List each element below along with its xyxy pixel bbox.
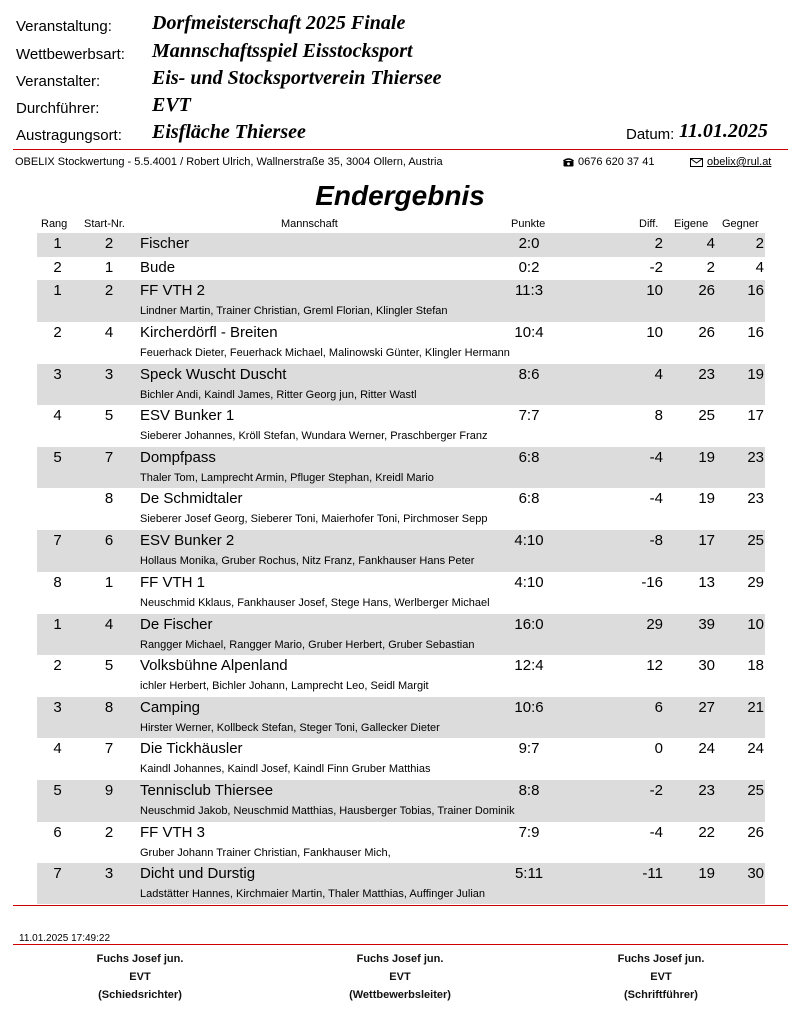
start-number-cell: 5 [104, 657, 114, 674]
table-row [37, 697, 765, 738]
own-score-cell: 23 [698, 366, 715, 383]
team-members: Gruber Johann Trainer Christian, Fankhauser Mich, [140, 847, 391, 859]
table-row [37, 405, 765, 447]
datum-label: Datum: [626, 126, 675, 143]
field-label: Wettbewerbsart: [16, 46, 125, 63]
points-cell: 4:10 [514, 532, 544, 549]
signature-org: EVT [389, 971, 411, 983]
start-number-cell: 9 [104, 782, 114, 799]
difference-cell: -4 [649, 490, 663, 507]
opponent-score-cell: 25 [747, 782, 764, 799]
page-title: Endergebnis [315, 180, 485, 211]
table-row [37, 364, 765, 405]
start-number-cell: 8 [104, 490, 114, 507]
difference-cell: 10 [646, 324, 663, 341]
team-name-cell: De Fischer [140, 616, 213, 633]
rank-cell: 7 [53, 532, 62, 549]
difference-cell: -16 [641, 574, 663, 591]
table-row [37, 280, 765, 322]
team-members: Hirster Werner, Kollbeck Stefan, Steger Toni, Gallecker Dieter [140, 722, 440, 734]
table-row [37, 257, 765, 280]
print-timestamp: 11.01.2025 17:49:22 [19, 933, 111, 944]
phone-number: 0676 620 37 41 [578, 156, 655, 168]
team-name-cell: ESV Bunker 2 [140, 532, 235, 549]
rank-cell: 8 [53, 574, 62, 591]
start-number-cell: 7 [104, 449, 114, 466]
rank-cell: 1 [53, 235, 62, 252]
field-label: Veranstalter: [16, 73, 101, 90]
team-name-cell: FF VTH 3 [140, 824, 206, 841]
phone-contact [563, 156, 654, 168]
header-divider [13, 149, 788, 150]
own-score-cell: 24 [698, 740, 715, 757]
team-members: Lindner Martin, Trainer Christian, Greml Florian, Klingler Stefan [140, 305, 448, 317]
team-members: Hollaus Monika, Gruber Rochus, Nitz Franz, Fankhauser Hans Peter [140, 555, 475, 567]
team-members: Bichler Andi, Kaindl James, Ritter Georg jun, Ritter Wastl [140, 389, 417, 401]
points-cell: 8:8 [518, 782, 540, 799]
signature-org: EVT [650, 971, 672, 983]
col-header-team: Mannschaft [281, 218, 338, 230]
rank-cell: 7 [53, 865, 62, 882]
rank-cell: 4 [53, 740, 62, 757]
field-label: Veranstaltung: [16, 18, 112, 35]
start-number-cell: 8 [104, 699, 114, 716]
rank-cell: 1 [53, 616, 62, 633]
col-header-diff: Diff. [639, 218, 659, 230]
opponent-score-cell: 16 [747, 324, 764, 341]
start-number-cell: 2 [104, 235, 114, 252]
table-row [37, 447, 765, 488]
software-info: OBELIX Stockwertung - 5.5.4001 / Robert Ulrich, Wallnerstraße 35, 3004 Ollern, Austria [15, 156, 443, 168]
points-cell: 8:6 [518, 366, 540, 383]
own-score-cell: 22 [698, 824, 715, 841]
team-members: Kaindl Johannes, Kaindl Josef, Kaindl Finn Gruber Matthias [140, 763, 431, 775]
rank-cell: 5 [53, 782, 62, 799]
field-value: Mannschaftsspiel Eisstocksport [152, 40, 413, 62]
opponent-score-cell: 2 [755, 235, 764, 252]
table-row [37, 530, 765, 572]
start-number-cell: 2 [104, 824, 114, 841]
difference-cell: 6 [654, 699, 663, 716]
points-cell: 11:3 [514, 282, 544, 299]
team-members: Sieberer Johannes, Kröll Stefan, Wundara Werner, Praschberger Franz [140, 430, 488, 442]
rank-cell: 2 [53, 657, 62, 674]
col-header-start: Start-Nr. [84, 218, 125, 230]
team-name-cell: Volksbühne Alpenland [140, 657, 288, 674]
difference-cell: 8 [654, 407, 663, 424]
difference-cell: -2 [649, 259, 663, 276]
own-score-cell: 23 [698, 782, 715, 799]
signature-schriftfuehrer [571, 950, 751, 1004]
points-cell: 6:8 [518, 490, 540, 507]
own-score-cell: 19 [698, 865, 715, 882]
rank-cell: 3 [53, 699, 62, 716]
team-name-cell: Dompfpass [140, 449, 216, 466]
field-label: Durchführer: [16, 100, 100, 117]
difference-cell: 4 [654, 366, 663, 383]
points-cell: 10:4 [514, 324, 544, 341]
start-number-cell: 1 [104, 574, 114, 591]
own-score-cell: 30 [698, 657, 715, 674]
table-row [37, 822, 765, 863]
table-row [37, 863, 765, 904]
start-number-cell: 2 [104, 282, 114, 299]
own-score-cell: 39 [698, 616, 715, 633]
rank-cell: 4 [53, 407, 62, 424]
difference-cell: 29 [646, 616, 663, 633]
rank-cell: 6 [53, 824, 62, 841]
start-number-cell: 3 [104, 366, 114, 383]
difference-cell: -4 [649, 824, 663, 841]
opponent-score-cell: 21 [747, 699, 764, 716]
points-cell: 10:6 [514, 699, 544, 716]
points-cell: 2:0 [518, 235, 540, 252]
own-score-cell: 26 [698, 324, 715, 341]
mail-icon [690, 158, 703, 167]
rank-cell: 2 [53, 259, 62, 276]
points-cell: 7:9 [518, 824, 540, 841]
opponent-score-cell: 24 [747, 740, 764, 757]
rank-cell: 2 [53, 324, 62, 341]
rank-cell: 5 [53, 449, 62, 466]
team-name-cell: Die Tickhäusler [140, 740, 243, 757]
field-label: Austragungsort: [16, 127, 122, 144]
team-members: Sieberer Josef Georg, Sieberer Toni, Maierhofer Toni, Pirchmoser Sepp [140, 513, 488, 525]
difference-cell: 10 [646, 282, 663, 299]
own-score-cell: 17 [698, 532, 715, 549]
col-header-opp: Gegner [722, 218, 759, 230]
points-cell: 5:11 [514, 865, 544, 882]
team-name-cell: ESV Bunker 1 [140, 407, 235, 424]
rank-cell: 3 [53, 366, 62, 383]
start-number-cell: 6 [104, 532, 114, 549]
field-value: Eisfläche Thiersee [152, 121, 306, 143]
team-members: Thaler Tom, Lamprecht Armin, Pfluger Stephan, Kreidl Mario [140, 472, 434, 484]
team-name-cell: De Schmidtaler [140, 490, 243, 507]
start-number-cell: 1 [104, 259, 114, 276]
team-name-cell: Tennisclub Thiersee [140, 782, 274, 799]
team-name-cell: Kircherdörfl - Breiten [140, 324, 278, 341]
table-row [37, 655, 765, 697]
team-members: Feuerhack Dieter, Feuerhack Michael, Malinowski Günter, Klingler Hermann [140, 347, 510, 359]
own-score-cell: 25 [698, 407, 715, 424]
team-members: Neuschmid Jakob, Neuschmid Matthias, Hausberger Tobias, Trainer Dominik [140, 805, 515, 817]
points-cell: 9:7 [518, 740, 540, 757]
opponent-score-cell: 16 [747, 282, 764, 299]
opponent-score-cell: 10 [747, 616, 764, 633]
start-number-cell: 4 [104, 616, 114, 633]
table-row [37, 488, 765, 530]
opponent-score-cell: 17 [747, 407, 764, 424]
difference-cell: 0 [654, 740, 663, 757]
team-name-cell: Speck Wuscht Duscht [140, 366, 287, 383]
datum-value: 11.01.2025 [679, 120, 768, 142]
difference-cell: 2 [654, 235, 663, 252]
table-row [37, 322, 765, 364]
rank-cell: 1 [53, 282, 62, 299]
opponent-score-cell: 30 [747, 865, 764, 882]
own-score-cell: 27 [698, 699, 715, 716]
team-name-cell: Fischer [140, 235, 190, 252]
opponent-score-cell: 26 [747, 824, 764, 841]
team-name-cell: FF VTH 1 [140, 574, 206, 591]
signature-name: Fuchs Josef jun. [96, 953, 184, 965]
start-number-cell: 3 [104, 865, 114, 882]
col-header-points: Punkte [511, 218, 546, 230]
team-name-cell: Bude [140, 259, 176, 276]
field-value: Eis- und Stocksportverein Thiersee [152, 67, 442, 89]
table-row [37, 738, 765, 780]
opponent-score-cell: 23 [747, 490, 764, 507]
own-score-cell: 4 [706, 235, 715, 252]
difference-cell: 12 [646, 657, 663, 674]
points-cell: 16:0 [514, 616, 544, 633]
signature-org: EVT [129, 971, 151, 983]
table-row [37, 614, 765, 655]
points-cell: 7:7 [518, 407, 540, 424]
field-value: Dorfmeisterschaft 2025 Finale [152, 12, 406, 34]
opponent-score-cell: 19 [747, 366, 764, 383]
opponent-score-cell: 25 [747, 532, 764, 549]
phone-icon [563, 158, 574, 167]
own-score-cell: 13 [698, 574, 715, 591]
signature-wettbewerbsleiter [310, 950, 490, 1004]
opponent-score-cell: 18 [747, 657, 764, 674]
points-cell: 0:2 [518, 259, 540, 276]
own-score-cell: 26 [698, 282, 715, 299]
table-row [37, 233, 765, 257]
table-row [37, 572, 765, 614]
difference-cell: -11 [642, 865, 663, 882]
team-members: Rangger Michael, Rangger Mario, Gruber Herbert, Gruber Sebastian [140, 639, 475, 651]
signature-role: (Schriftführer) [624, 989, 698, 1001]
start-number-cell: 4 [104, 324, 114, 341]
opponent-score-cell: 23 [747, 449, 764, 466]
table-bottom-divider [13, 905, 788, 906]
points-cell: 12:4 [514, 657, 544, 674]
own-score-cell: 2 [706, 259, 715, 276]
col-header-rang: Rang [41, 218, 68, 230]
own-score-cell: 19 [698, 490, 715, 507]
footer-divider [13, 944, 788, 945]
team-name-cell: Camping [140, 699, 201, 716]
signature-name: Fuchs Josef jun. [356, 953, 444, 965]
signature-role: (Schiedsrichter) [98, 989, 182, 1001]
points-cell: 6:8 [518, 449, 540, 466]
signature-name: Fuchs Josef jun. [617, 953, 705, 965]
team-name-cell: FF VTH 2 [140, 282, 206, 299]
col-header-own: Eigene [674, 218, 709, 230]
signature-schiedsrichter [50, 950, 230, 1004]
opponent-score-cell: 29 [747, 574, 764, 591]
team-name-cell: Dicht und Durstig [140, 865, 256, 882]
team-members: Ladstätter Hannes, Kirchmaier Martin, Thaler Matthias, Auffinger Julian [140, 888, 486, 900]
opponent-score-cell: 4 [755, 259, 764, 276]
start-number-cell: 7 [104, 740, 114, 757]
difference-cell: -2 [649, 782, 663, 799]
difference-cell: -4 [649, 449, 663, 466]
signature-role: (Wettbewerbsleiter) [349, 989, 451, 1001]
team-members: Neuschmid Kklaus, Fankhauser Josef, Stege Hans, Werlberger Michael [140, 597, 490, 609]
email-link[interactable]: obelix@rul.at [707, 156, 772, 168]
field-value: EVT [152, 94, 191, 116]
difference-cell: -8 [649, 532, 663, 549]
start-number-cell: 5 [104, 407, 114, 424]
own-score-cell: 19 [698, 449, 715, 466]
email-contact [690, 156, 771, 168]
table-row [37, 780, 765, 822]
team-members: ichler Herbert, Bichler Johann, Lamprecht Leo, Seidl Margit [140, 680, 429, 692]
points-cell: 4:10 [514, 574, 544, 591]
